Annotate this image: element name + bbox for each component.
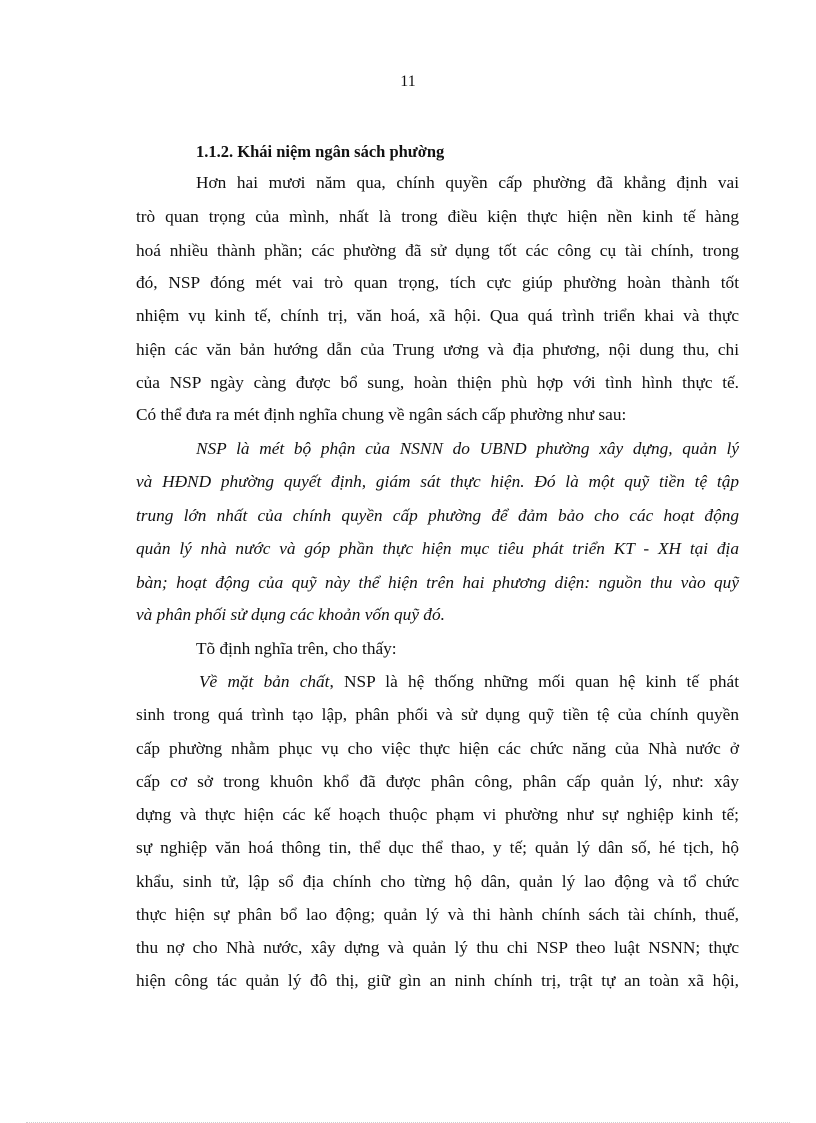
paragraph-line-rest: , NSP là hệ thống những mối quan hệ kinh tế phát — [329, 672, 739, 691]
section-heading: 1.1.2. Khái niệm ngân sách phường — [196, 142, 445, 161]
lead-in-line: Tõ định nghĩa trên, cho thấy: — [196, 639, 397, 658]
definition-line: và phân phối sử dụng các khoản vốn quỹ đó. — [136, 605, 445, 624]
paragraph-line: sinh trong quá trình tạo lập, phân phối và sử dụng quỹ tiền tệ của chính quyền — [136, 705, 739, 724]
paragraph-line: trò quan trọng của mình, nhất là trong điều kiện thực hiện nền kinh tế hàng — [136, 207, 739, 226]
paragraph-line: hiện công tác quản lý đô thị, giữ gìn an ninh chính trị, trật tự an toàn xã hội, — [136, 971, 739, 990]
definition-line: NSP là mét bộ phận của NSNN do UBND phường xây dựng, quản lý — [196, 439, 739, 458]
paragraph-line: Hơn hai mươi năm qua, chính quyền cấp phường đã khẳng định vai — [196, 173, 739, 192]
paragraph-line: sự nghiệp văn hoá thông tin, thể dục thể thao, y tế; quản lý dân số, hé tịch, hộ — [136, 838, 739, 857]
definition-line: trung lớn nhất của chính quyền cấp phường để đảm bảo cho các hoạt động — [136, 506, 739, 525]
paragraph-line: khẩu, sinh tử, lập sổ địa chính cho từng hộ dân, quản lý lao động và tổ chức — [136, 872, 739, 891]
paragraph-line: thu nợ cho Nhà nước, xây dựng và quản lý thu chi NSP theo luật NSNN; thực — [136, 938, 739, 957]
paragraph-line: hiện các văn bản hướng dẫn của Trung ương và địa phương, nội dung thu, chi — [136, 340, 739, 359]
paragraph-line: Có thể đưa ra mét định nghĩa chung về ngân sách cấp phường như sau: — [136, 405, 627, 424]
paragraph-line: hoá nhiều thành phần; các phường đã sử dụng tốt các công cụ tài chính, trong — [136, 241, 739, 260]
paragraph-line: thực hiện sự phân bổ lao động; quản lý và thi hành chính sách tài chính, thuế, — [136, 905, 739, 924]
paragraph-line: nhiệm vụ kinh tế, chính trị, văn hoá, xã hội. Qua quá trình triển khai và thực — [136, 306, 739, 325]
paragraph-line: cấp phường nhằm phục vụ cho việc thực hiện các chức năng của Nhà nước ở — [136, 739, 739, 758]
paragraph-line: dựng và thực hiện các kế hoạch thuộc phạm vi phường như sự nghiệp kinh tế; — [136, 805, 739, 824]
paragraph-line: cấp cơ sở trong khuôn khổ đã được phân công, phân cấp quản lý, như: xây — [136, 772, 739, 791]
paragraph-line: đó, NSP đóng mét vai trò quan trọng, tích cực giúp phường hoàn thành tốt — [136, 273, 739, 292]
page-number: 11 — [400, 73, 416, 90]
emphasis-phrase: Về mặt bản chất — [199, 672, 330, 691]
paragraph-line: của NSP ngày càng được bổ sung, hoàn thiện phù hợp với tình hình thực tế. — [136, 373, 739, 392]
definition-line: và HĐND phường quyết định, giám sát thực hiện. Đó là một quỹ tiền tệ tập — [136, 472, 739, 491]
definition-line: quản lý nhà nước và góp phần thực hiện mục tiêu phát triển KT - XH tại địa — [136, 539, 739, 558]
paragraph-line — [199, 671, 739, 693]
definition-line: bàn; hoạt động của quỹ này thể hiện trên hai phương diện: nguồn thu vào quỹ — [136, 573, 739, 592]
